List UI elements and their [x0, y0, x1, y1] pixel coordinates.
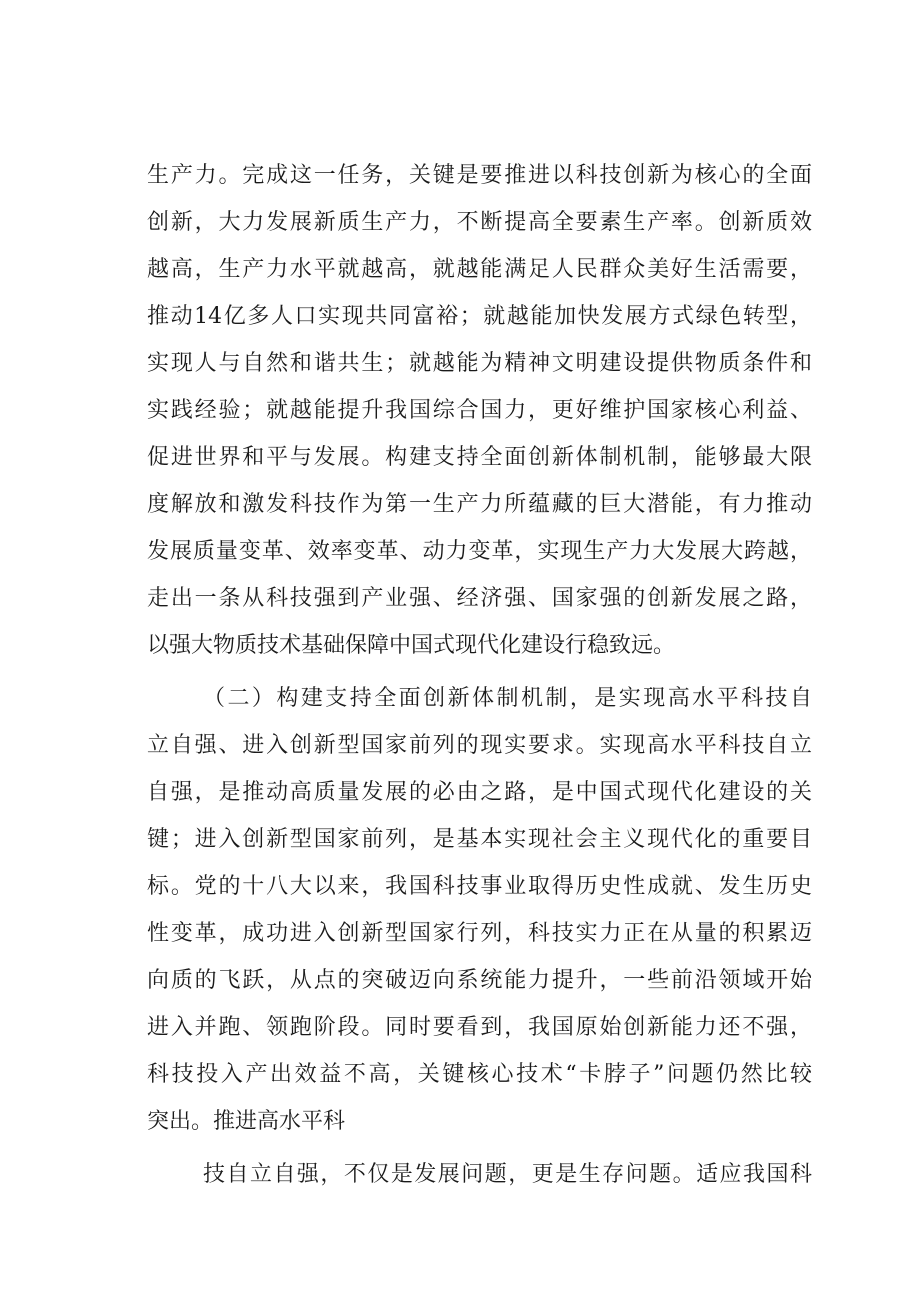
paragraph-line: 以强大物质技术基础保障中国式现代化建设行稳致远。	[147, 633, 676, 658]
paragraph-line: 向质的飞跃，从点的突破迈向系统能力提升，一些前沿领域开始	[147, 968, 812, 993]
paragraph-line: 键；进入创新型国家前列，是基本实现社会主义现代化的重要目	[147, 827, 812, 852]
paragraph-line: 推动14亿多人口实现共同富裕；就越能加快发展方式绿色转型，	[147, 304, 812, 329]
paragraph-line: 自强，是推动高质量发展的必由之路，是中国式现代化建设的关	[147, 780, 812, 805]
paragraph-line: 实现人与自然和谐共生；就越能为精神文明建设提供物质条件和	[147, 351, 812, 376]
paragraph-line: 促进世界和平与发展。构建支持全面创新体制机制，能够最大限	[147, 445, 812, 470]
paragraph-line: 实践经验；就越能提升我国综合国力，更好维护国家核心利益、	[147, 398, 812, 423]
paragraph-line: 生产力。完成这一任务，关键是要推进以科技创新为核心的全面	[147, 163, 812, 188]
paragraph-line: 标。党的十八大以来，我国科技事业取得历史性成就、发生历史	[147, 874, 812, 899]
paragraph-line: 创新，大力发展新质生产力，不断提高全要素生产率。创新质效	[147, 210, 812, 235]
paragraph-line: 立自强、进入创新型国家前列的现实要求。实现高水平科技自立	[147, 733, 812, 758]
paragraph-line: 性变革，成功进入创新型国家行列，科技实力正在从量的积累迈	[147, 921, 812, 946]
section-heading-line: （二）构建支持全面创新体制机制，是实现高水平科技自	[203, 686, 812, 711]
paragraph-line: 科技投入产出效益不高，关键核心技术“卡脖子”问题仍然比较	[147, 1062, 812, 1087]
paragraph-line: 度解放和激发科技作为第一生产力所蕴藏的巨大潜能，有力推动	[147, 492, 812, 517]
paragraph-line: 发展质量变革、效率变革、动力变革，实现生产力大发展大跨越，	[147, 539, 812, 564]
paragraph-line: 越高，生产力水平就越高，就越能满足人民群众美好生活需要，	[147, 257, 812, 282]
paragraph-line: 走出一条从科技强到产业强、经济强、国家强的创新发展之路，	[147, 586, 812, 611]
paragraph-line: 技自立自强，不仅是发展问题，更是生存问题。适应我国科	[203, 1162, 812, 1187]
paragraph-line: 进入并跑、领跑阶段。同时要看到，我国原始创新能力还不强，	[147, 1015, 812, 1040]
paragraph-line: 突出。推进高水平科	[147, 1109, 346, 1134]
